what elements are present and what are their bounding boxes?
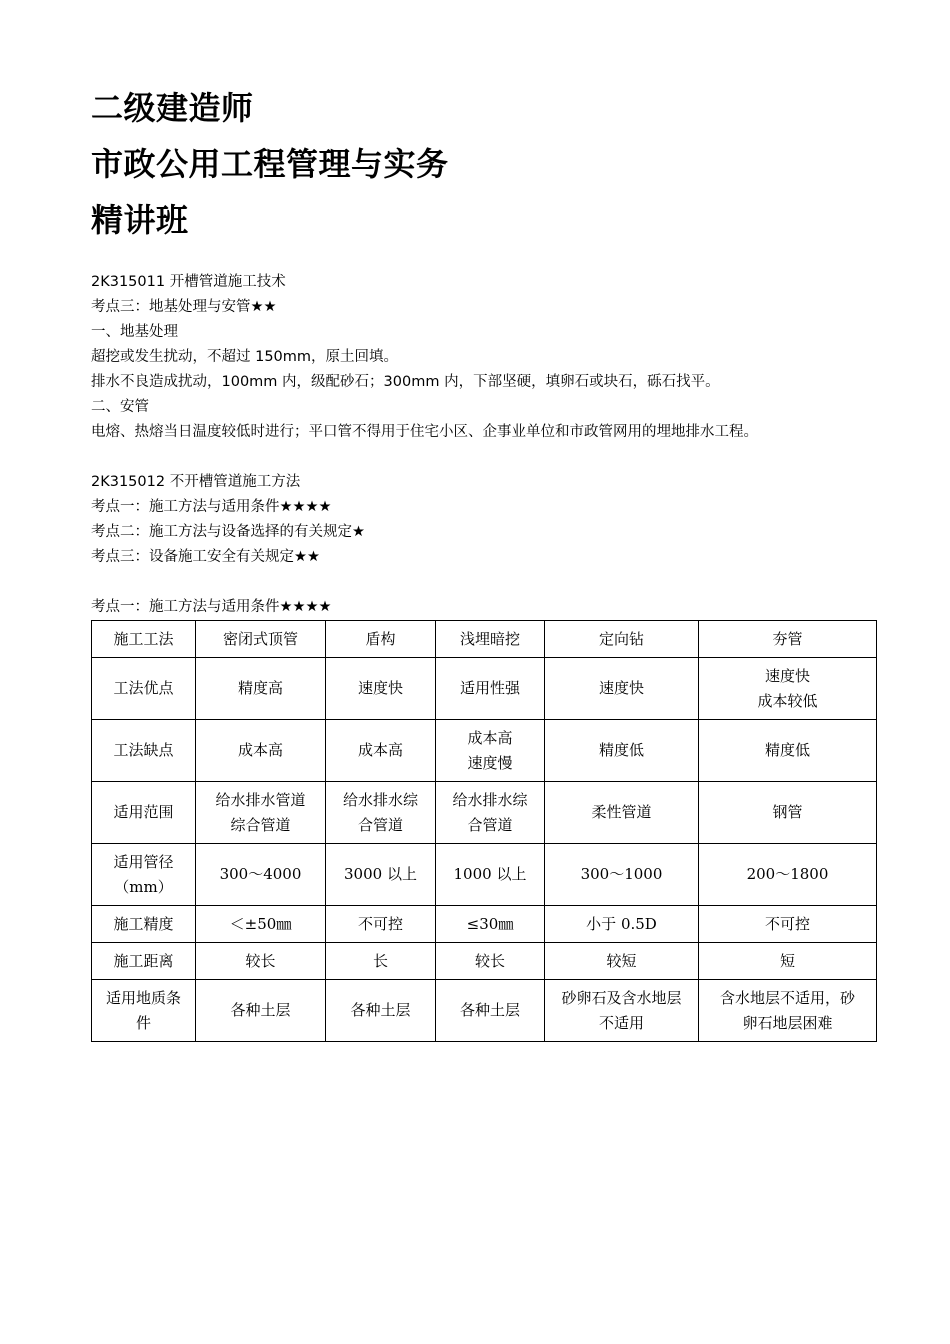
key-point: 考点三：设备施工安全有关规定★★ [91, 549, 320, 565]
cell-line: 小于 0.5D [586, 914, 657, 933]
cell-line: 精度低 [764, 741, 810, 759]
cell-line: 给水排水管道 [215, 790, 306, 809]
cell-line: 成本较低 [757, 691, 818, 710]
header-cell: 盾构 [326, 621, 436, 658]
cell-line: 各种土层 [230, 1001, 291, 1019]
table-caption: 考点一：施工方法与适用条件★★★★ [91, 599, 332, 615]
cell-line: 柔性管道 [591, 803, 652, 821]
table-row [92, 844, 877, 906]
cell-line: 合管道 [467, 815, 513, 834]
cell-line: 工法优点 [113, 679, 174, 697]
cell-line: 施工精度 [113, 914, 174, 933]
table-cell [436, 658, 545, 720]
cell-line: 速度快 [598, 679, 644, 697]
cell-line: ＜±50㎜ [229, 914, 292, 933]
table-row [92, 906, 877, 943]
table-cell [699, 943, 877, 980]
cell-line: 适用地质条 [105, 988, 181, 1007]
cell-line: 成本高 [467, 728, 513, 747]
cell-line: 件 [135, 1013, 151, 1032]
cell-line: 各种土层 [459, 1001, 520, 1019]
table-cell [545, 943, 699, 980]
table-cell [196, 720, 326, 782]
cell-line: 300～1000 [580, 865, 663, 883]
cell-line: 综合管道 [230, 815, 291, 834]
cell-line: 适用性强 [459, 679, 520, 697]
table-cell [196, 658, 326, 720]
cell-line: 速度快 [357, 679, 403, 697]
table-cell [326, 844, 436, 906]
header-cell: 夯管 [699, 621, 877, 658]
table-cell [699, 658, 877, 720]
table-cell [326, 980, 436, 1042]
section-trench-construction [91, 270, 876, 445]
cell-line: 含水地层不适用，砂 [719, 988, 855, 1007]
document-page [91, 80, 876, 1042]
section-trenchless-methods [91, 470, 876, 570]
table-row [92, 782, 877, 844]
table-cell [436, 980, 545, 1042]
methods-table [91, 620, 877, 1042]
cell-line: 200～1800 [746, 865, 829, 883]
table-cell [699, 906, 877, 943]
table-cell [545, 658, 699, 720]
table-cell [436, 844, 545, 906]
table-cell [545, 720, 699, 782]
table-row [92, 720, 877, 782]
cell-line: 成本高 [237, 741, 283, 759]
header-cell: 施工工法 [92, 621, 196, 658]
paragraph: 排水不良造成扰动，100mm 内，级配砂石；300mm 内，下部坚硬，填卵石或块石，砾石找平。 [91, 374, 720, 390]
cell-line: 1000 以上 [453, 865, 527, 883]
table-row [92, 658, 877, 720]
table-cell [196, 782, 326, 844]
cell-line: 速度慢 [467, 753, 513, 772]
cell-line: 工法缺点 [113, 741, 174, 759]
cell-line: （mm） [114, 877, 173, 896]
table-cell [326, 782, 436, 844]
table-cell [545, 980, 699, 1042]
row-label-cell [92, 906, 196, 943]
table-cell [436, 906, 545, 943]
subheading: 二、安管 [91, 399, 149, 415]
paragraph: 超挖或发生扰动，不超过 150mm，原土回填。 [91, 349, 399, 365]
cell-line: 合管道 [357, 815, 403, 834]
section-heading: 2K315012 不开槽管道施工方法 [91, 474, 301, 490]
title-block [91, 80, 876, 248]
table-cell [545, 844, 699, 906]
table-cell [699, 782, 877, 844]
cell-line: 速度快 [764, 666, 810, 685]
cell-line: 短 [779, 951, 795, 970]
cell-line: 较长 [245, 951, 276, 970]
table-cell [326, 658, 436, 720]
cell-line: 精度高 [237, 679, 283, 697]
table-header-row [92, 621, 877, 658]
cell-line: 3000 以上 [344, 865, 417, 883]
table-row [92, 980, 877, 1042]
cell-line: ≤30㎜ [466, 914, 514, 933]
table-cell [545, 906, 699, 943]
table-cell [196, 980, 326, 1042]
cell-line: 不可控 [764, 914, 810, 933]
cell-line: 钢管 [772, 803, 803, 821]
row-label-cell [92, 720, 196, 782]
table-cell [699, 844, 877, 906]
table-cell [196, 906, 326, 943]
table-cell [545, 782, 699, 844]
title-exam: 二级建造师 [91, 89, 254, 127]
table-cell [699, 720, 877, 782]
row-label-cell [92, 943, 196, 980]
paragraph: 电熔、热熔当日温度较低时进行；平口管不得用于住宅小区、企事业单位和市政管网用的埋地排水工程。 [91, 424, 758, 440]
cell-line: 长 [372, 951, 388, 970]
table-cell [326, 943, 436, 980]
subheading: 一、地基处理 [91, 324, 178, 340]
header-cell: 浅埋暗挖 [436, 621, 545, 658]
table-cell [436, 720, 545, 782]
cell-line: 适用管径 [113, 852, 174, 871]
cell-line: 不适用 [598, 1013, 644, 1032]
spacer [91, 445, 876, 470]
table-cell [326, 720, 436, 782]
cell-line: 成本高 [357, 741, 403, 759]
cell-line: 较短 [606, 951, 637, 970]
table-cell [196, 943, 326, 980]
cell-line: 精度低 [598, 741, 644, 759]
cell-line: 砂卵石及含水地层 [561, 988, 682, 1007]
header-cell: 定向钻 [545, 621, 699, 658]
cell-line: 给水排水综 [452, 790, 528, 809]
table-cell [326, 906, 436, 943]
cell-line: 给水排水综 [342, 790, 418, 809]
cell-line: 较长 [474, 951, 505, 970]
row-label-cell [92, 658, 196, 720]
key-point: 考点二：施工方法与设备选择的有关规定★ [91, 524, 365, 540]
key-point: 考点三：地基处理与安管★★ [91, 299, 277, 315]
table-row [92, 943, 877, 980]
table-cell [436, 943, 545, 980]
spacer [91, 570, 876, 595]
key-point: 考点一：施工方法与适用条件★★★★ [91, 499, 332, 515]
cell-line: 300～4000 [219, 865, 302, 883]
row-label-cell [92, 782, 196, 844]
title-subject: 市政公用工程管理与实务 [91, 145, 449, 183]
table-cell [196, 844, 326, 906]
cell-line: 施工距离 [113, 951, 174, 970]
table-cell [699, 980, 877, 1042]
title-course: 精讲班 [91, 201, 189, 239]
cell-line: 不可控 [357, 914, 403, 933]
header-cell: 密闭式顶管 [196, 621, 326, 658]
section-heading: 2K315011 开槽管道施工技术 [91, 274, 286, 290]
cell-line: 卵石地层困难 [742, 1013, 833, 1032]
cell-line: 适用范围 [113, 803, 174, 821]
row-label-cell [92, 844, 196, 906]
table-cell [436, 782, 545, 844]
cell-line: 各种土层 [350, 1001, 411, 1019]
row-label-cell [92, 980, 196, 1042]
